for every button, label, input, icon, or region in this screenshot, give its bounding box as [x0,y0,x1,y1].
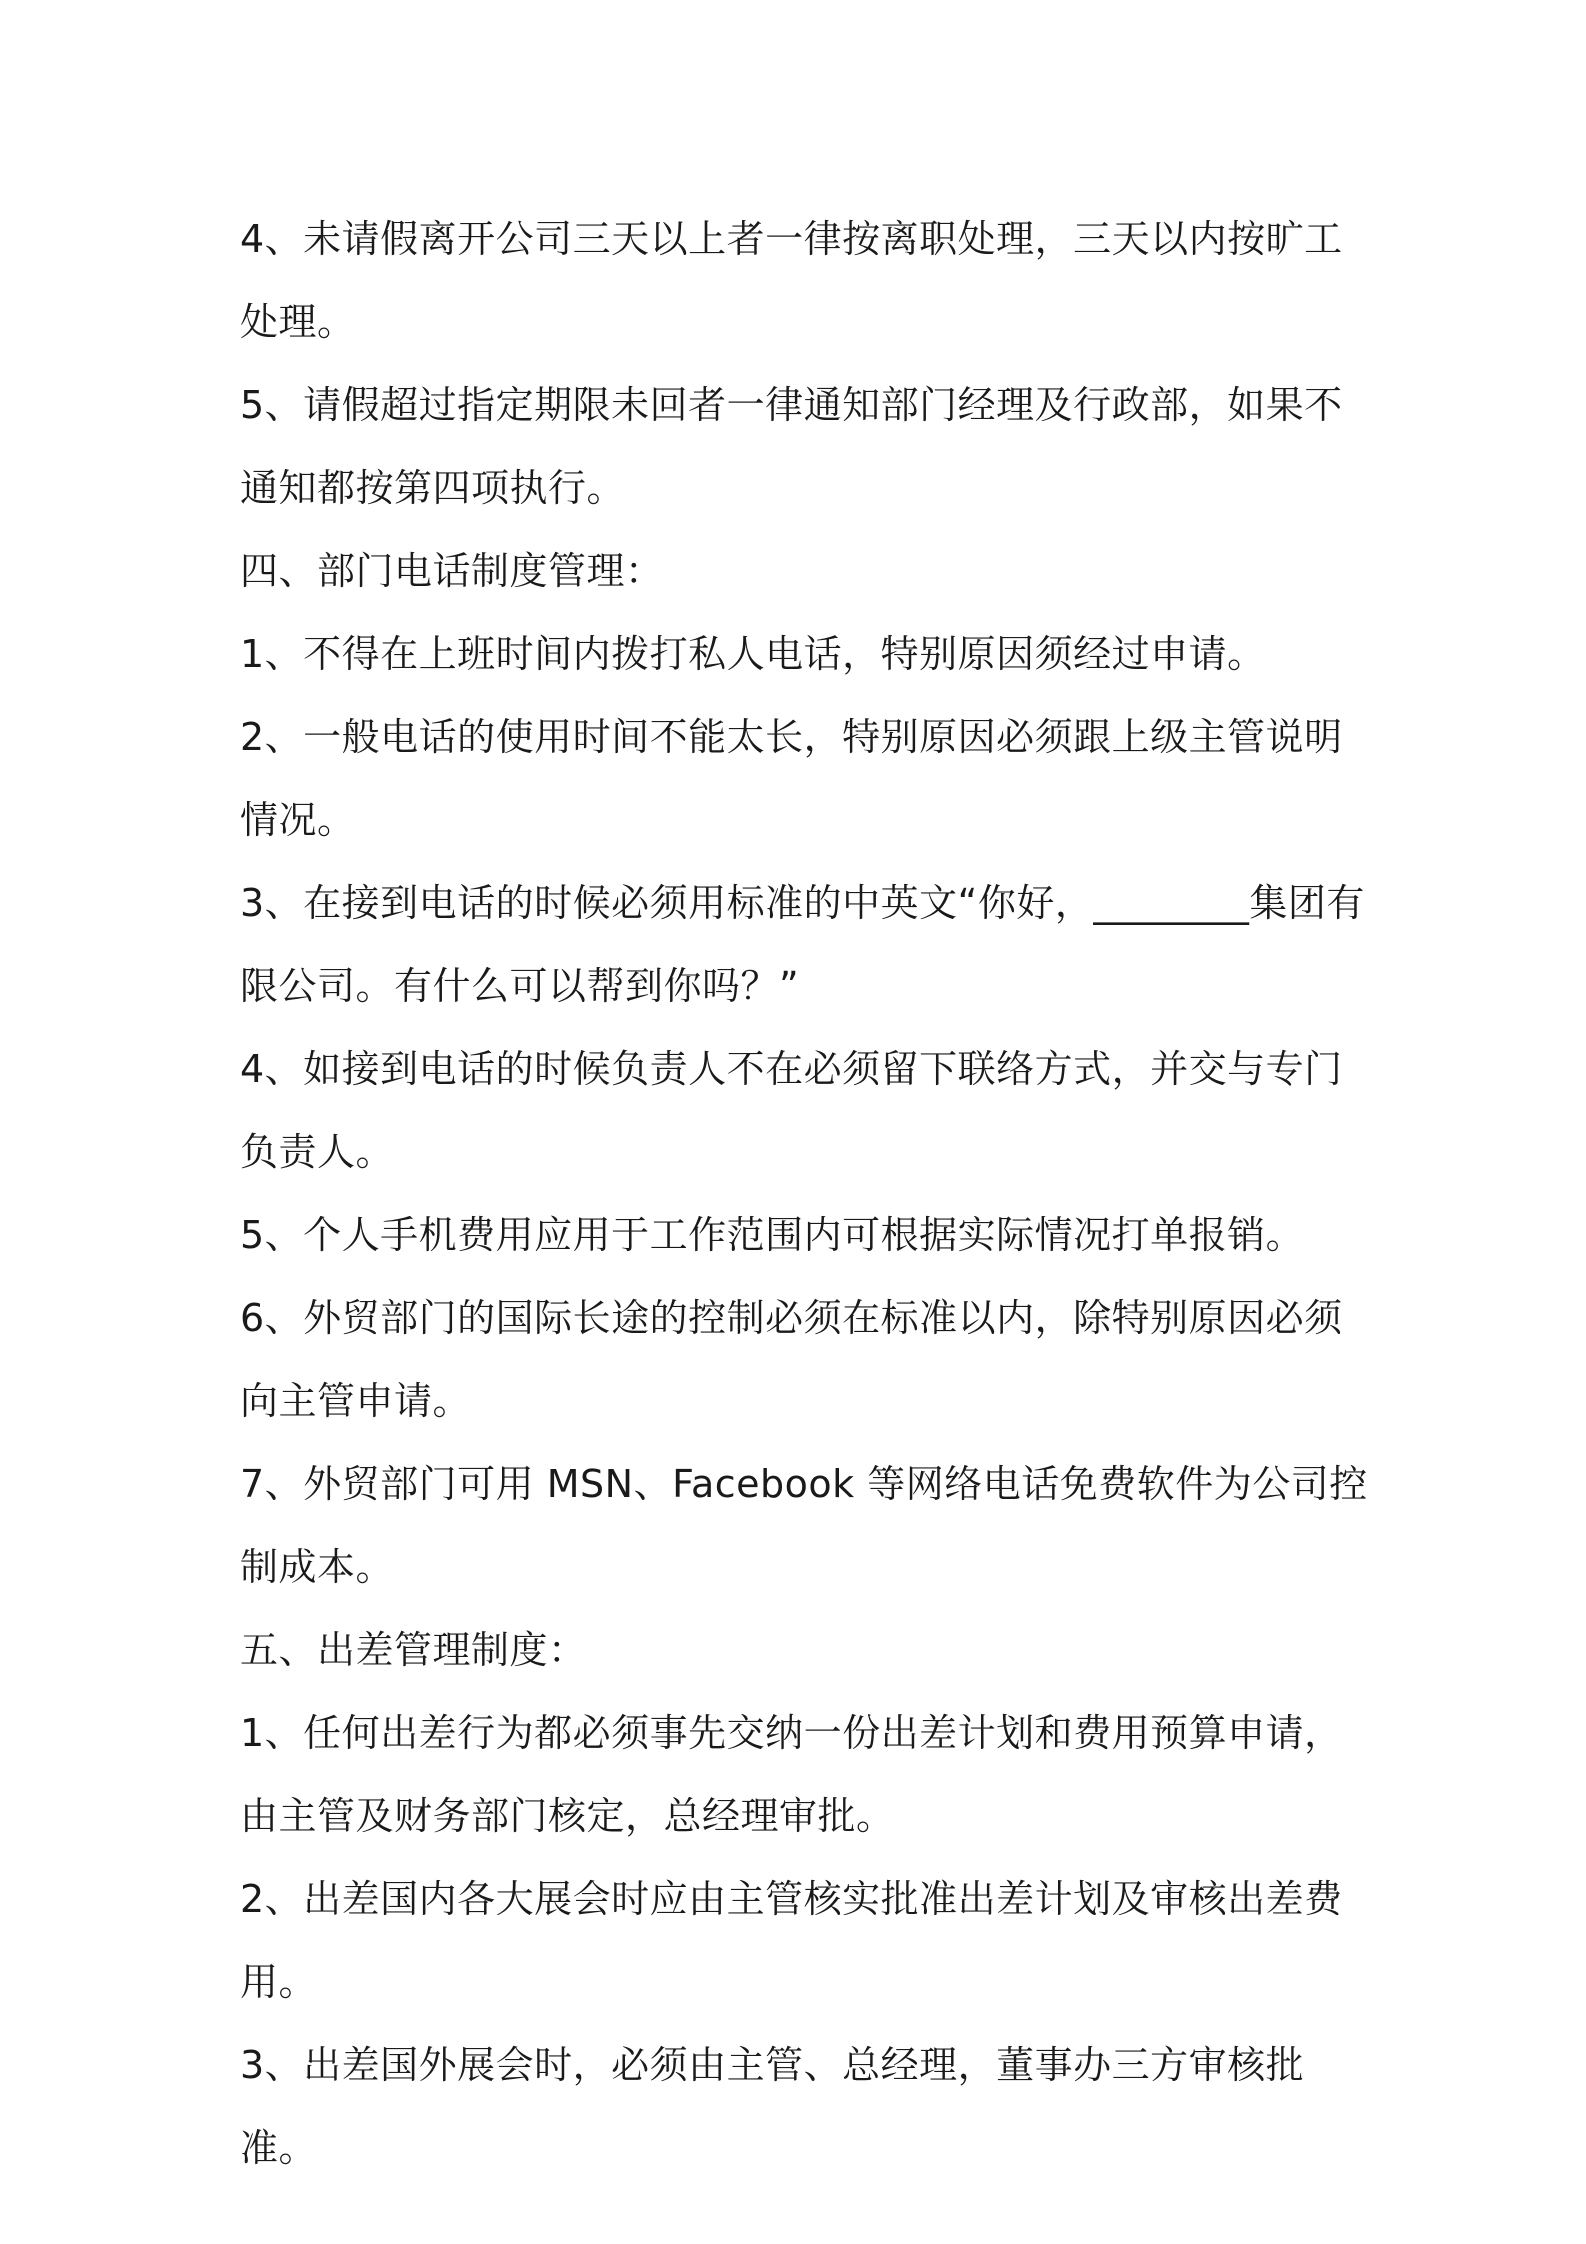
paragraph-phone-1: 1、不得在上班时间内拨打私人电话，特别原因须经过申请。 [240,632,1266,676]
paragraph-phone-2: 2、一般电话的使用时间不能太长，特别原因必须跟上级主管说明情况。 [240,715,1343,842]
paragraph-leave-4: 4、未请假离开公司三天以上者一律按离职处理，三天以内按旷工处理。 [240,217,1343,344]
paragraph-travel-1: 1、任何出差行为都必须事先交纳一份出差计划和费用预算申请，由主管及财务部门核定，总经理审批。 [240,1711,1343,1838]
document-page [240,198,1370,2190]
paragraph-leave-5: 5、请假超过指定期限未回者一律通知部门经理及行政部，如果不通知都按第四项执行。 [240,383,1343,510]
section-heading-travel: 五、出差管理制度： [240,1628,587,1672]
paragraph-phone-6: 6、外贸部门的国际长途的控制必须在标准以内，除特别原因必须向主管申请。 [240,1296,1343,1423]
paragraph-phone-5: 5、个人手机费用应用于工作范围内可根据实际情况打单报销。 [240,1213,1305,1257]
paragraph-phone-7: 7、外贸部门可用 MSN、Facebook 等网络电话免费软件为公司控制成本。 [240,1462,1368,1589]
paragraph-travel-3: 3、出差国外展会时，必须由主管、总经理，董事办三方审核批准。 [240,2043,1305,2170]
section-heading-phone: 四、部门电话制度管理： [240,549,664,593]
paragraph-phone-3: 3、在接到电话的时候必须用标准的中英文“你好，________集团有限公司。有什么可以帮到你吗？” [240,881,1365,1008]
paragraph-travel-2: 2、出差国内各大展会时应由主管核实批准出差计划及审核出差费用。 [240,1877,1343,2004]
paragraph-phone-4: 4、如接到电话的时候负责人不在必须留下联络方式，并交与专门负责人。 [240,1047,1343,1174]
